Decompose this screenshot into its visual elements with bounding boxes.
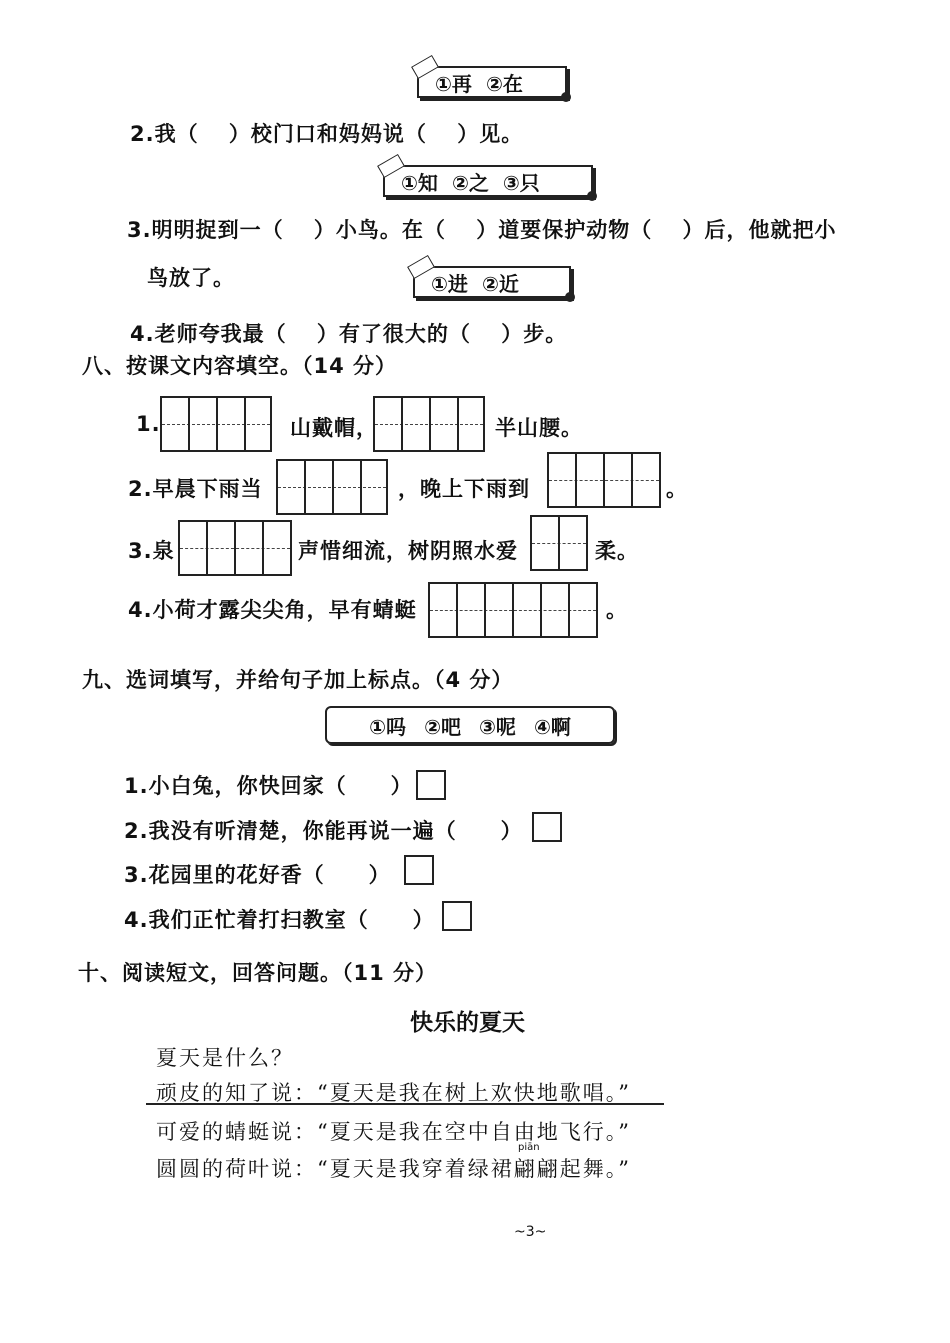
q9-heading: 九、选词填写，并给句子加上标点。（4 分） <box>82 668 514 692</box>
word-option: ④啊 <box>533 714 571 739</box>
word-options-box <box>325 706 615 744</box>
q7-sentence-3a: 3.明明捉到一（ ）小鸟。在（ ）道要保护动物（ ）后，他就把小 <box>127 218 837 242</box>
underline <box>146 1103 664 1105</box>
q7-sentence-2: 2.我（ ）校门口和妈妈说（ ）见。 <box>130 122 524 146</box>
tag-option: ②在 <box>485 71 523 96</box>
q7-sentence-3b: 鸟放了。 <box>147 266 235 290</box>
passage-line-1: 夏天是什么？ <box>156 1046 294 1070</box>
q8-line3-prefix: 3.泉 <box>128 539 175 563</box>
passage-title: 快乐的夏天 <box>410 1010 525 1036</box>
passage-line-2: 顽皮的知了说：“夏天是我在树上欢快地歌唱。” <box>156 1081 631 1105</box>
q8-line4-end: 。 <box>606 598 628 622</box>
q8-line2-middle: ，晚上下雨到 <box>398 477 530 501</box>
punctuation-box[interactable] <box>416 770 446 800</box>
q9-sentence-4: 4.我们正忙着打扫教室（ ） <box>124 908 435 932</box>
char-grid-6[interactable] <box>428 582 598 638</box>
char-grid-4[interactable] <box>547 452 661 508</box>
char-grid-4[interactable] <box>160 396 272 452</box>
char-grid-4[interactable] <box>276 459 388 515</box>
tag-option: ①知 <box>401 170 438 195</box>
q9-sentence-1: 1.小白兔，你快回家（ ） <box>124 774 413 798</box>
word-option: ③呢 <box>479 714 516 739</box>
q7-sentence-4: 4.老师夸我最（ ）有了很大的（ ）步。 <box>130 322 568 346</box>
word-option: ②吧 <box>424 714 461 739</box>
q8-line1-middle: 山戴帽， <box>290 416 378 440</box>
punctuation-box[interactable] <box>532 812 562 842</box>
tag-option: ①再 <box>435 71 472 96</box>
tag-option: ③只 <box>502 170 540 195</box>
passage-line-3: 可爱的蜻蜓说：“夏天是我在空中自由地飞行。” <box>156 1120 631 1144</box>
q9-sentence-2: 2.我没有听清楚，你能再说一遍（ ） <box>124 819 523 843</box>
q8-line2-prefix: 2.早晨下雨当 <box>128 477 263 501</box>
option-tag-3 <box>413 266 571 298</box>
q8-line1-end: 半山腰。 <box>495 416 583 440</box>
q8-line3-end: 柔。 <box>595 539 639 563</box>
punctuation-box[interactable] <box>442 901 472 931</box>
tag-dot <box>587 191 597 201</box>
q8-line2-end: 。 <box>666 477 688 501</box>
q9-sentence-3: 3.花园里的花好香（ ） <box>124 863 391 887</box>
char-grid-2[interactable] <box>530 515 588 571</box>
tag-option: ①进 <box>431 271 468 296</box>
page-number: ~3~ <box>514 1224 547 1240</box>
option-tag-1 <box>417 66 567 98</box>
q8-heading: 八、按课文内容填空。（14 分） <box>82 354 398 378</box>
punctuation-box[interactable] <box>404 855 434 885</box>
q8-line4-prefix: 4.小荷才露尖尖角，早有蜻蜓 <box>128 598 417 622</box>
passage-line-4: 圆圆的荷叶说：“夏天是我穿着绿裙翩翩起舞。” <box>156 1157 631 1181</box>
tag-option: ②之 <box>451 170 489 195</box>
pinyin-annotation: piān <box>518 1142 540 1153</box>
option-tag-2 <box>383 165 593 197</box>
char-grid-4[interactable] <box>373 396 485 452</box>
tag-dot <box>565 292 575 302</box>
q8-line1-number: 1. <box>136 412 161 436</box>
q10-heading: 十、阅读短文，回答问题。（11 分） <box>78 961 438 985</box>
char-grid-4[interactable] <box>178 520 292 576</box>
tag-option: ②近 <box>481 271 519 296</box>
tag-dot <box>561 92 571 102</box>
q8-line3-middle: 声惜细流，树阴照水爱 <box>298 539 518 563</box>
word-option: ①吗 <box>369 714 407 739</box>
